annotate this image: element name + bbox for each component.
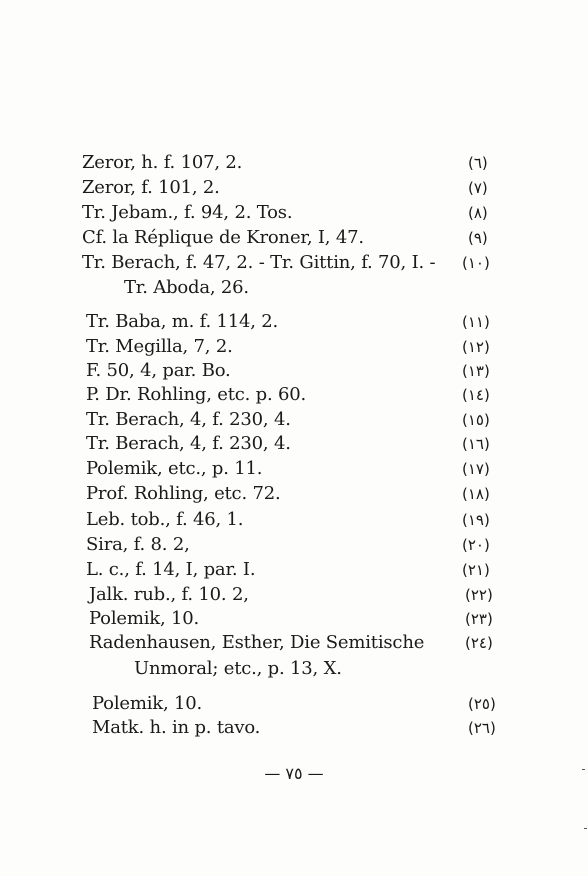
reference-text: Polemik, 10. (89, 608, 200, 629)
reference-row (0, 201, 588, 227)
reference-row (0, 251, 588, 277)
reference-row (0, 607, 588, 633)
reference-text: Matk. h. in p. tavo. (92, 717, 261, 738)
reference-row (0, 716, 588, 742)
reference-number: (٦) (468, 154, 488, 172)
reference-text: Tr. Jebam., f. 94, 2. Tos. (82, 202, 293, 223)
reference-number: (٢٤) (465, 634, 493, 652)
reference-text: Radenhausen, Esther, Die Semitische (89, 632, 425, 653)
page-number: — ٧٥ — (264, 764, 324, 783)
reference-text: Zeror, h. f. 107, 2. (82, 152, 243, 173)
reference-number: (١٦) (462, 435, 490, 453)
reference-text: Tr. Berach, 4, f. 230, 4. (86, 409, 291, 430)
reference-row (0, 310, 588, 336)
reference-text: Prof. Rohling, etc. 72. (86, 483, 281, 504)
reference-text: P. Dr. Rohling, etc. p. 60. (86, 384, 307, 405)
reference-number: (١٨) (462, 485, 490, 503)
reference-row (0, 508, 588, 534)
reference-row (0, 151, 588, 177)
reference-row (0, 631, 588, 657)
reference-text: Tr. Aboda, 26. (124, 277, 249, 298)
reference-row (0, 226, 588, 252)
reference-continuation (0, 276, 588, 302)
reference-row (0, 558, 588, 584)
reference-text: F. 50, 4, par. Bo. (86, 360, 231, 381)
reference-text: L. c., f. 14, I, par. I. (86, 559, 256, 580)
reference-number: (٢٠) (462, 536, 490, 554)
reference-row (0, 383, 588, 409)
reference-row (0, 359, 588, 385)
reference-number: (١٠) (462, 254, 490, 272)
reference-row (0, 335, 588, 361)
scan-edge-mark (582, 769, 585, 770)
reference-number: (١١) (462, 313, 490, 331)
reference-row (0, 176, 588, 202)
reference-row (0, 583, 588, 609)
reference-text: Zeror, f. 101, 2. (82, 177, 220, 198)
reference-row (0, 457, 588, 483)
reference-text: Tr. Berach, 4, f. 230, 4. (86, 433, 291, 454)
reference-number: (٢٣) (465, 610, 493, 628)
reference-number: (١٤) (462, 386, 490, 404)
reference-row (0, 533, 588, 559)
reference-number: (٢٥) (468, 695, 496, 713)
reference-text: Unmoral; etc., p. 13, X. (134, 658, 342, 679)
reference-number: (٢٢) (465, 586, 493, 604)
scan-edge-mark (584, 828, 587, 829)
reference-text: Jalk. rub., f. 10. 2, (89, 584, 249, 605)
reference-text: Polemik, 10. (92, 693, 203, 714)
reference-text: Leb. tob., f. 46, 1. (86, 509, 244, 530)
reference-number: (١٥) (462, 411, 490, 429)
reference-number: (١٣) (462, 362, 490, 380)
reference-row (0, 482, 588, 508)
reference-text: Cf. la Réplique de Kroner, I, 47. (82, 227, 364, 248)
reference-number: (٢١) (462, 561, 490, 579)
reference-number: (١٩) (462, 511, 490, 529)
reference-text: Tr. Berach, f. 47, 2. - Tr. Gittin, f. 70, I. - (82, 252, 436, 273)
reference-text: Tr. Megilla, 7, 2. (86, 336, 233, 357)
reference-row (0, 692, 588, 718)
reference-continuation (0, 657, 588, 683)
reference-number: (١٧) (462, 460, 490, 478)
reference-row (0, 432, 588, 458)
reference-text: Sira, f. 8. 2, (86, 534, 190, 555)
reference-number: (٧) (468, 179, 488, 197)
reference-text: Tr. Baba, m. f. 114, 2. (86, 311, 279, 332)
reference-number: (٩) (468, 229, 488, 247)
reference-text: Polemik, etc., p. 11. (86, 458, 263, 479)
reference-number: (١٢) (462, 338, 490, 356)
reference-number: (٨) (468, 204, 488, 222)
reference-number: (٢٦) (468, 719, 496, 737)
reference-row (0, 408, 588, 434)
